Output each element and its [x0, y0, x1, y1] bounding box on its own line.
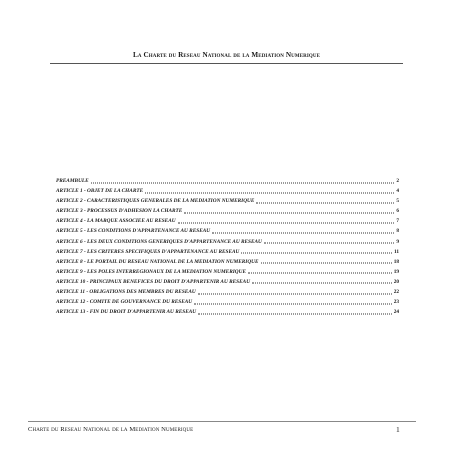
- toc-entry-article-9[interactable]: [56, 267, 399, 277]
- toc-entry-preambule[interactable]: [56, 176, 399, 186]
- table-of-contents: [56, 176, 399, 317]
- toc-leader-dots: [145, 192, 394, 193]
- toc-leader-dots: [252, 283, 392, 284]
- toc-entry-label: ARTICLE 10 - PRINCIPAUX BENEFICES DU DROIT D'APPARTENIR AU RESEAU: [56, 278, 251, 285]
- toc-entry-page: 19: [393, 268, 399, 275]
- toc-leader-dots: [184, 212, 394, 213]
- toc-entry-page: 23: [393, 299, 399, 306]
- toc-leader-dots: [241, 253, 392, 254]
- toc-leader-dots: [256, 202, 394, 203]
- toc-entry-label: ARTICLE 7 - LES CRITERES SPECIFIQUES D'APPARTENANCE AU RESEAU: [56, 248, 240, 255]
- toc-entry-label: ARTICLE 1 - OBJET DE LA CHARTE: [56, 188, 144, 195]
- toc-entry-label: ARTICLE 12 - COMITE DE GOUVERNANCE DU RESEAU: [56, 299, 193, 306]
- toc-entry-article-7[interactable]: [56, 247, 399, 257]
- toc-entry-article-8[interactable]: [56, 257, 399, 267]
- toc-entry-page: 5: [396, 198, 399, 205]
- toc-entry-label: ARTICLE 2 - CARACTERISTIQUES GENERALES DE LA MEDIATION NUMERIQUE: [56, 198, 255, 205]
- toc-leader-dots: [264, 243, 394, 244]
- toc-leader-dots: [248, 273, 392, 274]
- toc-entry-label: PREAMBULE: [56, 178, 89, 184]
- toc-leader-dots: [198, 293, 392, 294]
- toc-entry-label: ARTICLE 11 - OBLIGATIONS DES MEMBRES DU RESEAU: [56, 289, 196, 296]
- toc-leader-dots: [198, 313, 392, 314]
- toc-entry-page: 6: [396, 208, 399, 215]
- toc-entry-page: 4: [396, 188, 399, 195]
- toc-entry-article-3[interactable]: [56, 206, 399, 216]
- toc-entry-label: ARTICLE 3 - PROCESSUS D'ADHESION LA CHARTE: [56, 208, 183, 215]
- toc-entry-page: 24: [393, 309, 399, 316]
- toc-entry-page: 18: [393, 258, 399, 265]
- page-title: La Charte du Reseau National de la Mediation Numerique: [132, 51, 321, 59]
- toc-entry-article-11[interactable]: [56, 287, 399, 297]
- toc-entry-page: 20: [393, 278, 399, 285]
- toc-entry-page: 8: [396, 228, 399, 235]
- toc-entry-label: ARTICLE 13 - FIN DU DROIT D'APPARTENIR AU RESEAU: [56, 309, 197, 316]
- toc-leader-dots: [194, 303, 392, 304]
- toc-entry-article-5[interactable]: [56, 226, 399, 236]
- toc-entry-page: 22: [393, 289, 399, 296]
- toc-leader-dots: [178, 222, 395, 223]
- toc-entry-article-12[interactable]: [56, 297, 399, 307]
- toc-entry-label: ARTICLE 5 - LES CONDITIONS D'APPARTENANCE AU RESEAU: [56, 228, 211, 235]
- toc-entry-label: ARTICLE 6 - LES DEUX CONDITIONS GENERIQUES D'APPARTENANCE AU RESEAU: [56, 238, 262, 245]
- toc-leader-dots: [91, 182, 395, 183]
- toc-entry-article-10[interactable]: [56, 277, 399, 287]
- toc-entry-page: 7: [396, 218, 399, 225]
- toc-entry-article-2[interactable]: [56, 196, 399, 206]
- toc-entry-article-4[interactable]: [56, 216, 399, 226]
- toc-entry-article-1[interactable]: [56, 186, 399, 196]
- toc-leader-dots: [261, 263, 392, 264]
- footer-title: Charte du Reseau National de la Mediation Numerique: [28, 426, 194, 433]
- toc-entry-label: ARTICLE 9 - LES POLES INTERREGIONAUX DE LA MEDIATION NUMERIQUE: [56, 268, 246, 275]
- toc-entry-article-6[interactable]: [56, 237, 399, 247]
- toc-leader-dots: [212, 233, 394, 234]
- toc-entry-label: ARTICLE 4 - LA MARQUE ASSOCIEE AU RESEAU: [56, 218, 176, 225]
- toc-entry-page: 11: [393, 248, 399, 255]
- toc-entry-label: ARTICLE 8 - LE PORTAIL DU RESEAU NATIONAL DE LA MEDIATION NUMERIQUE: [56, 258, 259, 265]
- toc-entry-article-13[interactable]: [56, 307, 399, 317]
- page-number: 1: [396, 425, 400, 434]
- footer-divider: [28, 421, 416, 422]
- toc-entry-page: 9: [396, 238, 399, 245]
- toc-entry-page: 2: [396, 178, 399, 184]
- header-divider: [50, 63, 403, 64]
